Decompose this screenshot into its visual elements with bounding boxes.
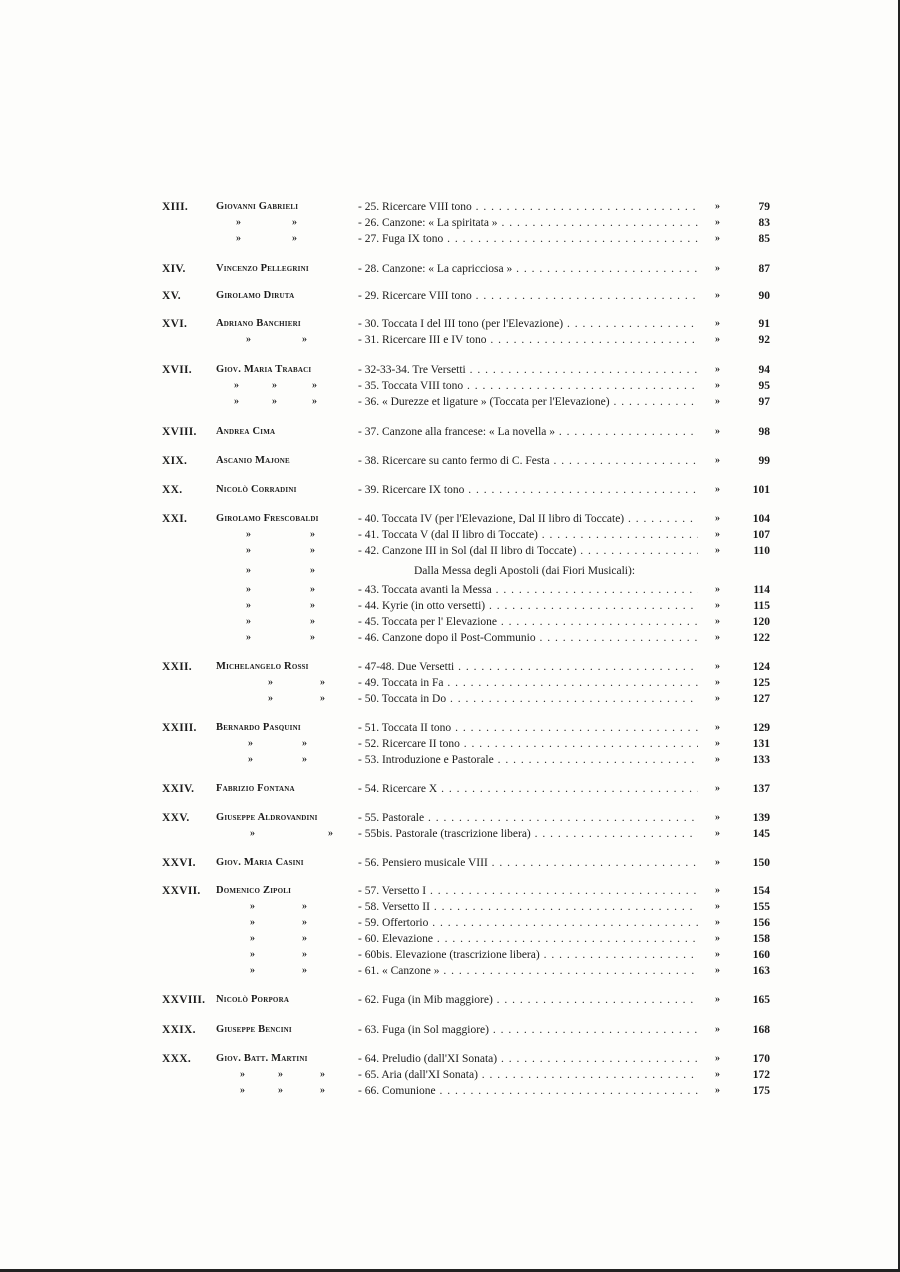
ditto-mark: » [310,600,315,611]
roman-numeral: XVII. [162,364,192,376]
piece-title: - 44. Kyrie (in otto versetti) . . [358,598,698,614]
toc-entry-continued [0,215,900,231]
page-ditto-mark: » [715,364,720,375]
toc-entry [0,261,900,277]
toc-entry-continued [0,614,900,630]
ditto-mark: » [310,616,315,627]
page-ditto-mark: » [715,661,720,672]
page-number: 158 [752,933,770,945]
page-ditto-mark: » [715,917,720,928]
ditto-mark: » [320,693,325,704]
page-ditto-mark: » [715,1053,720,1064]
collection-subheading: Dalla Messa degli Apostoli (dai Fiori Musicali): [414,565,636,577]
toc-entry [0,855,900,871]
piece-title: - 43. Toccata avanti la Messa . . [358,582,698,598]
page-number: 127 [752,693,770,705]
piece-title: - 58. Versetto II . . [358,899,698,915]
composer-name: Giovanni Gabrieli [216,201,299,212]
toc-entry [0,992,900,1008]
ditto-mark: » [246,616,251,627]
page-ditto-mark: » [715,783,720,794]
page-ditto-mark: » [715,455,720,466]
toc-entry-continued [0,752,900,768]
page-number: 95 [758,380,770,392]
toc-entry [0,883,900,899]
piece-title: - 63. Fuga (in Sol maggiore) . . [358,1022,698,1038]
page-number: 133 [752,754,770,766]
toc-entry [0,810,900,826]
page-number: 110 [753,545,770,557]
ditto-mark: » [250,965,255,976]
page-number: 139 [752,812,770,824]
page-ditto-mark: » [715,600,720,611]
page-ditto-mark: » [715,201,720,212]
page-ditto-mark: » [715,545,720,556]
ditto-mark: » [310,584,315,595]
page-ditto-mark: » [715,529,720,540]
piece-title: - 32-33-34. Tre Versetti . . [358,362,698,378]
page-number: 156 [752,917,770,929]
page-ditto-mark: » [715,828,720,839]
piece-title: - 40. Toccata IV (per l'Elevazione, Dal II libro di Toccate) . . [358,511,698,527]
ditto-mark: » [302,933,307,944]
toc-entry [0,453,900,469]
ditto-mark: » [240,1085,245,1096]
ditto-mark: » [320,677,325,688]
ditto-mark: » [310,545,315,556]
ditto-mark: » [278,1069,283,1080]
piece-title: - 59. Offertorio . . [358,915,698,931]
roman-numeral: XXIII. [162,722,197,734]
toc-entry-continued [0,1083,900,1099]
piece-title: - 36. « Durezze et ligature » (Toccata per l'Elevazione) . . [358,394,698,410]
page-number: 175 [752,1085,770,1097]
toc-entry-continued [0,899,900,915]
page-number: 92 [758,334,770,346]
toc-entry [0,199,900,215]
piece-title: - 55bis. Pastorale (trascrizione libera) . . [358,826,698,842]
piece-title: - 46. Canzone dopo il Post-Communio . . [358,630,698,646]
ditto-mark: » [310,529,315,540]
ditto-mark: » [302,334,307,345]
page-number: 114 [753,584,770,596]
piece-title: - 57. Versetto I . . [358,883,698,899]
toc-entry [0,659,900,675]
ditto-mark: » [248,738,253,749]
page-number: 91 [758,318,770,330]
page-ditto-mark: » [715,677,720,688]
page-ditto-mark: » [715,693,720,704]
toc-entry-continued [0,630,900,646]
section-subheading-row [0,563,900,579]
piece-title: - 41. Toccata V (dal II libro di Toccate) . . [358,527,698,543]
toc-entry [0,424,900,440]
page-ditto-mark: » [715,738,720,749]
page-number: 94 [758,364,770,376]
ditto-mark: » [246,600,251,611]
page-number: 99 [758,455,770,467]
ditto-mark: » [302,917,307,928]
piece-title: - 39. Ricercare IX tono . . [358,482,698,498]
page-ditto-mark: » [715,616,720,627]
toc-entry-continued [0,691,900,707]
ditto-mark: » [234,380,239,391]
page-number: 137 [752,783,770,795]
roman-numeral: XXVI. [162,857,196,869]
toc-entry-continued [0,963,900,979]
toc-entry-continued [0,915,900,931]
toc-entry [0,511,900,527]
page-ditto-mark: » [715,1085,720,1096]
piece-title: - 60. Elevazione . . [358,931,698,947]
piece-title: - 62. Fuga (in Mib maggiore) . . [358,992,698,1008]
piece-title: - 37. Canzone alla francese: « La novella » . . [358,424,698,440]
ditto-mark: » [248,754,253,765]
piece-title: - 49. Toccata in Fa . . [358,675,698,691]
toc-entry-continued [0,378,900,394]
page-number: 170 [752,1053,770,1065]
piece-title: - 56. Pensiero musicale VIII . . [358,855,698,871]
page-ditto-mark: » [715,949,720,960]
page-ditto-mark: » [715,290,720,301]
toc-entry-continued [0,582,900,598]
piece-title: - 47-48. Due Versetti . . [358,659,698,675]
piece-title: - 25. Ricercare VIII tono . . [358,199,698,215]
toc-entry-continued [0,675,900,691]
page-number: 150 [752,857,770,869]
roman-numeral: XXVIII. [162,994,206,1006]
ditto-mark: » [246,632,251,643]
page-number: 79 [758,201,770,213]
page-ditto-mark: » [715,1069,720,1080]
ditto-mark: » [246,545,251,556]
page-number: 163 [752,965,770,977]
page-number: 101 [752,484,770,496]
ditto-mark: » [236,217,241,228]
ditto-mark: » [310,565,315,576]
ditto-mark: » [272,396,277,407]
composer-name: Giov. Maria Casini [216,857,304,868]
composer-name: Domenico Zipoli [216,885,292,896]
page-number: 104 [752,513,770,525]
page-ditto-mark: » [715,318,720,329]
piece-title: - 38. Ricercare su canto fermo di C. Festa . . [358,453,698,469]
roman-numeral: XXII. [162,661,192,673]
composer-name: Giuseppe Bencini [216,1024,292,1035]
piece-title: - 50. Toccata in Do . . [358,691,698,707]
ditto-mark: » [292,217,297,228]
piece-title: - 42. Canzone III in Sol (dal II libro di Toccate) . . [358,543,698,559]
page-number: 85 [758,233,770,245]
toc-entry-continued [0,931,900,947]
composer-name: Giov. Batt. Martini [216,1053,308,1064]
composer-name: Nicolò Corradini [216,484,297,495]
ditto-mark: » [302,949,307,960]
piece-title: - 27. Fuga IX tono . . [358,231,698,247]
ditto-mark: » [312,380,317,391]
roman-numeral: XIII. [162,201,189,213]
page-ditto-mark: » [715,584,720,595]
piece-title: - 61. « Canzone » . . [358,963,698,979]
roman-numeral: XXIX. [162,1024,196,1036]
ditto-mark: » [328,828,333,839]
ditto-mark: » [302,738,307,749]
page-ditto-mark: » [715,994,720,1005]
piece-title: - 31. Ricercare III e IV tono . . [358,332,698,348]
page-number: 97 [758,396,770,408]
ditto-mark: » [250,917,255,928]
ditto-mark: » [250,828,255,839]
toc-entry-continued [0,231,900,247]
piece-title: - 54. Ricercare X . . [358,781,698,797]
toc-entry [0,781,900,797]
ditto-mark: » [246,584,251,595]
composer-name: Nicolò Porpora [216,994,290,1005]
page-number: 172 [752,1069,770,1081]
piece-title: - 29. Ricercare VIII tono . . [358,288,698,304]
piece-title: - 65. Aria (dall'XI Sonata) . . [358,1067,698,1083]
toc-entry-continued [0,947,900,963]
page-ditto-mark: » [715,513,720,524]
page-number: 154 [752,885,770,897]
page-ditto-mark: » [715,632,720,643]
page-number: 124 [752,661,770,673]
page-ditto-mark: » [715,885,720,896]
roman-numeral: XIV. [162,263,186,275]
piece-title: - 51. Toccata II tono . . [358,720,698,736]
ditto-mark: » [310,632,315,643]
page-ditto-mark: » [715,217,720,228]
piece-title: - 66. Comunione . . [358,1083,698,1099]
page-ditto-mark: » [715,812,720,823]
page-number: 165 [752,994,770,1006]
page-number: 115 [753,600,770,612]
piece-title: - 53. Introduzione e Pastorale . . [358,752,698,768]
page-ditto-mark: » [715,933,720,944]
page-ditto-mark: » [715,396,720,407]
composer-name: Fabrizio Fontana [216,783,295,794]
page-number: 107 [752,529,770,541]
ditto-mark: » [234,396,239,407]
page-ditto-mark: » [715,901,720,912]
page-number: 131 [752,738,770,750]
toc-entry-continued [0,394,900,410]
page-number: 129 [752,722,770,734]
toc-entry-continued [0,1067,900,1083]
composer-name: Adriano Banchieri [216,318,301,329]
ditto-mark: » [302,965,307,976]
composer-name: Giov. Maria Trabaci [216,364,312,375]
page-ditto-mark: » [715,426,720,437]
roman-numeral: XXIV. [162,783,195,795]
toc-entry [0,720,900,736]
toc-entry [0,1022,900,1038]
ditto-mark: » [272,380,277,391]
piece-title: - 64. Preludio (dall'XI Sonata) . . [358,1051,698,1067]
page-number: 168 [752,1024,770,1036]
composer-name: Andrea Cima [216,426,276,437]
ditto-mark: » [302,754,307,765]
ditto-mark: » [246,529,251,540]
ditto-mark: » [250,933,255,944]
page-ditto-mark: » [715,484,720,495]
roman-numeral: XIX. [162,455,188,467]
page-number: 98 [758,426,770,438]
ditto-mark: » [246,334,251,345]
roman-numeral: XVIII. [162,426,197,438]
toc-entry [0,482,900,498]
ditto-mark: » [250,949,255,960]
roman-numeral: XX. [162,484,183,496]
page-ditto-mark: » [715,263,720,274]
piece-title: - 60bis. Elevazione (trascrizione libera) . . [358,947,698,963]
composer-name: Bernardo Pasquini [216,722,301,733]
piece-title: - 35. Toccata VIII tono . . [358,378,698,394]
toc-entry-continued [0,736,900,752]
page-number: 87 [758,263,770,275]
ditto-mark: » [236,233,241,244]
toc-entry [0,362,900,378]
roman-numeral: XXI. [162,513,188,525]
composer-name: Michelangelo Rossi [216,661,309,672]
composer-name: Vincenzo Pellegrini [216,263,309,274]
page-number: 90 [758,290,770,302]
toc-entry-continued [0,527,900,543]
ditto-mark: » [292,233,297,244]
composer-name: Girolamo Diruta [216,290,295,301]
composer-name: Ascanio Majone [216,455,290,466]
ditto-mark: » [246,565,251,576]
roman-numeral: XXX. [162,1053,191,1065]
page-number: 160 [752,949,770,961]
page-number: 83 [758,217,770,229]
roman-numeral: XXV. [162,812,190,824]
ditto-mark: » [240,1069,245,1080]
toc-entry [0,288,900,304]
piece-title: - 45. Toccata per l' Elevazione . . [358,614,698,630]
ditto-mark: » [320,1085,325,1096]
toc-entry-continued [0,826,900,842]
toc-entry [0,1051,900,1067]
page-ditto-mark: » [715,857,720,868]
roman-numeral: XXVII. [162,885,201,897]
toc-entry-continued [0,543,900,559]
piece-title: - 30. Toccata I del III tono (per l'Elevazione) . . [358,316,698,332]
roman-numeral: XVI. [162,318,188,330]
page-number: 125 [752,677,770,689]
ditto-mark: » [268,677,273,688]
page-ditto-mark: » [715,233,720,244]
toc-entry [0,316,900,332]
page-ditto-mark: » [715,722,720,733]
ditto-mark: » [302,901,307,912]
page-ditto-mark: » [715,754,720,765]
page-number: 120 [752,616,770,628]
composer-name: Girolamo Frescobaldi [216,513,319,524]
page-ditto-mark: » [715,1024,720,1035]
page-ditto-mark: » [715,380,720,391]
page-number: 145 [752,828,770,840]
toc-entry-continued [0,598,900,614]
piece-title: - 26. Canzone: « La spiritata » . . [358,215,698,231]
ditto-mark: » [250,901,255,912]
ditto-mark: » [312,396,317,407]
composer-name: Giuseppe Aldrovandini [216,812,318,823]
ditto-mark: » [268,693,273,704]
page-number: 122 [752,632,770,644]
ditto-mark: » [320,1069,325,1080]
page-number: 155 [752,901,770,913]
piece-title: - 52. Ricercare II tono . . [358,736,698,752]
roman-numeral: XV. [162,290,181,302]
piece-title: - 55. Pastorale . . [358,810,698,826]
toc-entry-continued [0,332,900,348]
page-ditto-mark: » [715,965,720,976]
piece-title: - 28. Canzone: « La capricciosa » . . [358,261,698,277]
ditto-mark: » [278,1085,283,1096]
page-ditto-mark: » [715,334,720,345]
